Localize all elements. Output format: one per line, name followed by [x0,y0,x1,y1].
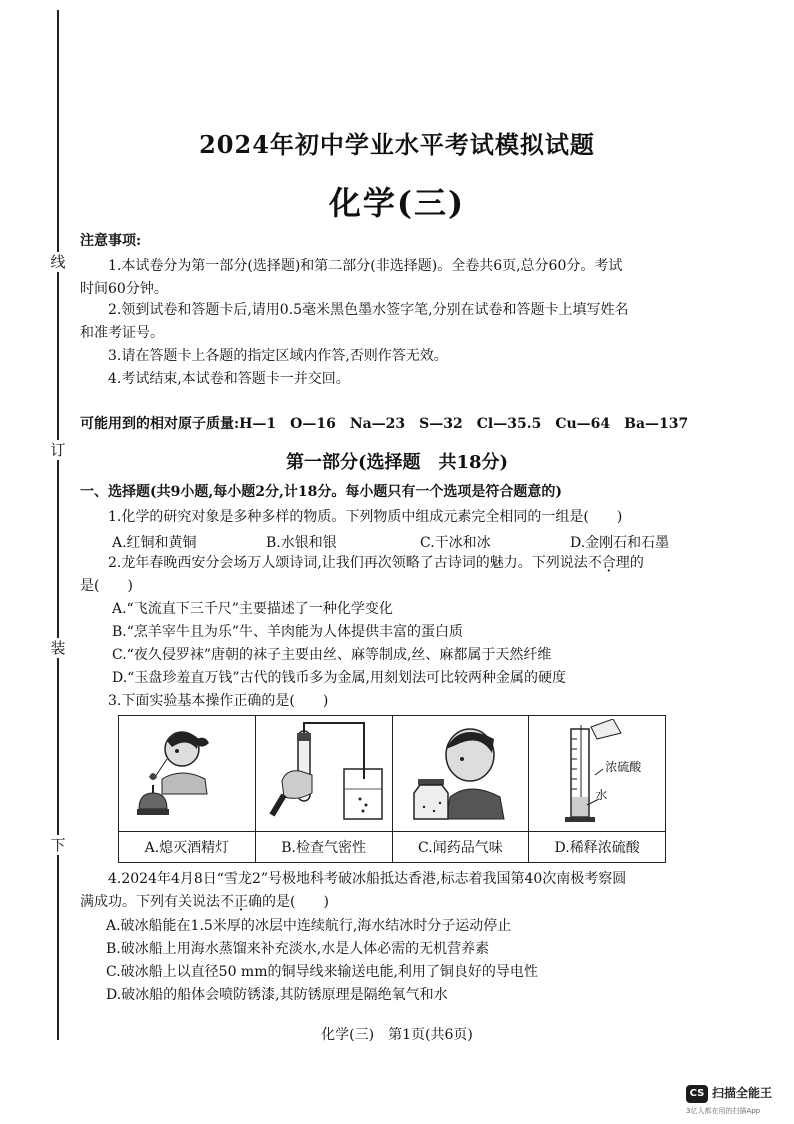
notes-heading: 注意事项: [80,233,142,249]
binding-char-ding: 订 [48,440,68,460]
question-3-stem: 3.下面实验基本操作正确的是( ) [108,693,329,709]
airtightness-check-illustration [264,719,384,824]
image-dilute-acid [529,716,666,832]
page-footer: 化学(三) 第1页(共6页) [321,1027,473,1043]
q2-option-b: B.“烹羊宰牛且为乐”牛、羊肉能为人体提供丰富的蛋白质 [112,624,464,640]
q4-emphasis: 不正确 [220,894,262,910]
note-line: 和准考证号。 [80,325,164,341]
exam-title: 2024年初中学业水平考试模拟试题 [199,130,595,159]
section-heading: 第一部分(选择题 共18分) [285,452,509,473]
caption-c: C.闻药品气味 [392,831,529,862]
label-conc-acid: 浓硫酸 [605,760,642,774]
scanner-logo-icon: CS [686,1085,708,1103]
q2-stem-text: 2.龙年春晚西安分会场万人颂诗词,让我们再次领略了古诗词的魅力。下列说法 [108,555,588,571]
q2-option-c: C.“夜久侵罗袜”唐朝的袜子主要由丝、麻等制成,丝、麻都属于天然纤维 [112,647,552,663]
q2-emphasis: 不合理 [587,555,630,571]
q4-stem-tail: 的是( ) [262,894,329,910]
atomic-masses: 可能用到的相对原子质量:H—1 O—16 Na—23 S—32 Cl—35.5 Cu—64 Ba—137 [80,416,689,432]
q2-stem-tail: 的 [629,555,644,571]
q4-option-b: B.破冰船上用海水蒸馏来补充淡水,水是人体必需的无机营养素 [106,941,490,957]
binding-char-zhuang: 装 [48,638,68,658]
question-4-stem: 4.2024年4月8日“雪龙2”号极地科考破冰船抵达香港,标志着我国第40次南极考察圆 [108,871,627,887]
binding-line [57,10,59,1040]
note-line: 1.本试卷分为第一部分(选择题)和第二部分(非选择题)。全卷共6页,总分60分。考试 [108,258,623,274]
image-extinguish-lamp [119,716,256,832]
q1-option-c: C.干冰和冰 [420,535,491,551]
smelling-chemical-illustration [400,719,520,824]
image-smell-chemical [392,716,529,832]
caption-b: B.检查气密性 [255,831,392,862]
blowing-out-lamp-illustration [127,719,247,824]
scanner-tagline: 3亿人都在用的扫描App [686,1107,761,1115]
q2-option-a: A.“飞流直下三千尺”主要描述了一种化学变化 [112,601,393,617]
question-4-stem-cont [80,890,329,914]
caption-a: A.熄灭酒精灯 [119,831,256,862]
question-2-stem-cont: 是( ) [80,578,133,594]
caption-d: D.稀释浓硫酸 [529,831,666,862]
experiment-table [118,715,666,863]
question-1-stem: 1.化学的研究对象是多种多样的物质。下列物质中组成元素完全相同的一组是( ) [108,509,623,525]
note-line: 时间60分钟。 [80,281,168,297]
image-check-airtightness [255,716,392,832]
binding-char-xia: 下 [48,835,68,855]
note-line: 4.考试结束,本试卷和答题卡一并交回。 [108,371,350,387]
q1-option-d: D.金刚石和石墨 [570,535,670,551]
question-2-stem [108,551,644,575]
q4-option-d: D.破冰船的船体会喷防锈漆,其防锈原理是隔绝氧气和水 [106,987,448,1003]
note-line: 2.领到试卷和答题卡后,请用0.5毫米黑色墨水签字笔,分别在试卷和答题卡上填写姓名 [108,302,629,318]
q4-option-c: C.破冰船上以直径50 mm的铜导线来输送电能,利用了铜良好的导电性 [106,964,538,980]
q1-option-a: A.红铜和黄铜 [112,535,197,551]
q1-option-b: B.水银和银 [266,535,337,551]
scanner-app-name: 扫描全能王 [712,1086,773,1100]
label-water: 水 [595,788,608,802]
binding-char-xian: 线 [48,252,68,272]
q4-option-a: A.破冰船能在1.5米厚的冰层中连续航行,海水结冰时分子运动停止 [106,918,512,934]
q4-stem-text: 满成功。下列有关说法 [80,894,220,910]
exam-subtitle: 化学(三) [328,184,466,222]
part-intro: 一、选择题(共9小题,每小题2分,计18分。每小题只有一个选项是符合题意的) [80,484,562,500]
note-line: 3.请在答题卡上各题的指定区域内作答,否则作答无效。 [108,348,448,364]
q2-option-d: D.“玉盘珍羞直万钱”古代的钱币多为金属,用刻划法可比较两种金属的硬度 [112,670,566,686]
